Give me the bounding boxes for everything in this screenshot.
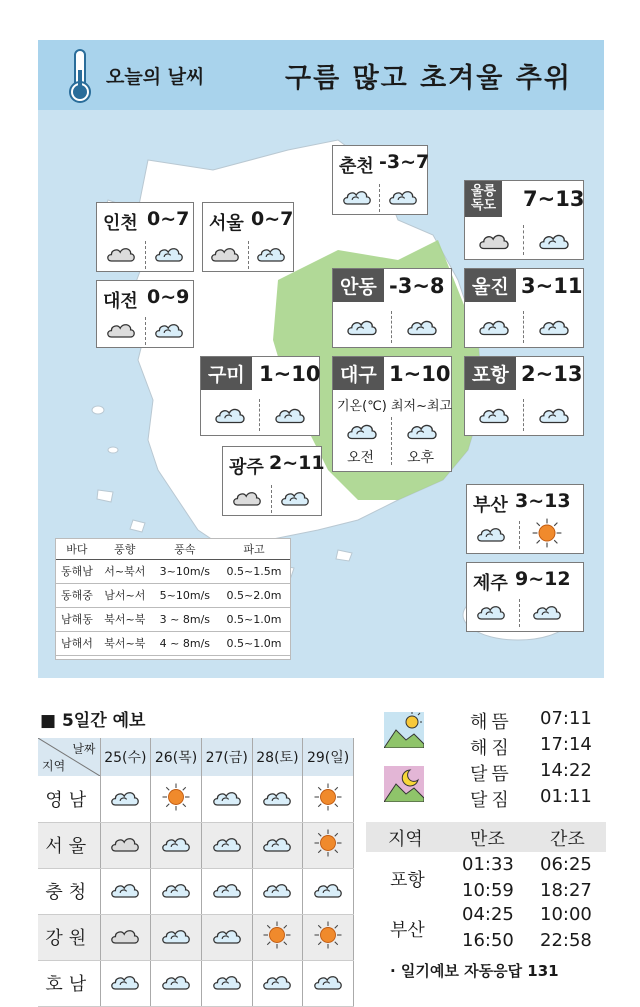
moonset-time: 01:11 <box>540 786 592 807</box>
partly-cloudy-icon <box>345 315 379 337</box>
cloud-icon <box>477 229 511 251</box>
forecast-cell <box>151 822 202 868</box>
tide-region: 포항 <box>390 870 425 891</box>
partly-cloudy-icon <box>261 971 293 991</box>
sun-icon <box>313 828 343 858</box>
forecast-cell <box>252 960 303 1006</box>
tide-col-high: 만조 <box>470 829 505 850</box>
forecast-cell <box>252 822 303 868</box>
wind-direction: 북서~북 <box>98 607 152 631</box>
city-card-uljin <box>464 268 584 348</box>
cloud-icon <box>231 487 263 507</box>
tide-header <box>366 822 606 852</box>
partly-cloudy-icon <box>312 971 344 991</box>
day-header: 28(토) <box>252 738 303 776</box>
cloud-icon <box>209 243 241 263</box>
city-tag: 울릉 독도 <box>465 181 502 217</box>
partly-cloudy-icon <box>477 315 511 337</box>
cloud-icon <box>109 925 141 945</box>
city-card-gwangju <box>222 446 325 516</box>
city-name: 부산 <box>473 495 508 516</box>
city-tag: 울진 <box>465 269 516 302</box>
city-temp: 1~10 <box>389 362 451 386</box>
region-name: 강원 <box>38 914 100 960</box>
sun-icon <box>531 517 563 549</box>
partly-cloudy-icon <box>109 787 141 807</box>
partly-cloudy-icon <box>160 833 192 853</box>
partly-cloudy-icon <box>261 787 293 807</box>
city-temp: 0~7 <box>147 208 190 230</box>
partly-cloudy-icon <box>255 243 287 263</box>
forecast-cell <box>201 868 252 914</box>
sea-area: 동해중 <box>56 583 98 607</box>
city-temp: 0~9 <box>147 286 190 308</box>
partly-cloudy-icon <box>160 879 192 899</box>
city-card-busan <box>466 484 584 554</box>
legend-text: 기온(℃) 최저~최고 <box>337 399 453 414</box>
wave-height: 0.5~2.0m <box>218 583 290 607</box>
sunrise-time: 07:11 <box>540 708 592 729</box>
day-header: 25(수) <box>100 738 151 776</box>
partly-cloudy-icon <box>279 487 311 507</box>
day-header: 27(금) <box>201 738 252 776</box>
wave-height: 0.5~1.5m <box>218 559 290 583</box>
partly-cloudy-icon <box>531 601 563 621</box>
partly-cloudy-icon <box>405 315 439 337</box>
partly-cloudy-icon <box>537 229 571 251</box>
partly-cloudy-icon <box>109 879 141 899</box>
city-temp: 3~13 <box>515 490 571 512</box>
city-tag: 대구 <box>333 357 384 390</box>
forecast-cell <box>252 914 303 960</box>
wave-height: 0.5~1.0m <box>218 631 290 655</box>
forecast-cell <box>252 868 303 914</box>
city-temp: 2~13 <box>521 362 583 386</box>
city-temp: 7~13 <box>523 187 585 211</box>
table-row <box>38 776 354 822</box>
forecast-cell <box>100 776 151 822</box>
partly-cloudy-icon <box>213 403 247 425</box>
wind-speed: 4 ~ 8m/s <box>152 631 218 655</box>
partly-cloudy-icon <box>475 601 507 621</box>
table-row <box>56 559 290 583</box>
region-name: 영남 <box>38 776 100 822</box>
thermometer-icon <box>66 48 94 104</box>
col-header: 풍속 <box>152 539 218 559</box>
partly-cloudy-icon <box>405 419 439 441</box>
wind-speed: 3 ~ 8m/s <box>152 607 218 631</box>
region-name: 호남 <box>38 960 100 1006</box>
forecast-cell <box>151 914 202 960</box>
col-header: 풍향 <box>98 539 152 559</box>
corner-bottom: 지역 <box>42 759 66 773</box>
col-header: 바다 <box>56 539 98 559</box>
partly-cloudy-icon <box>477 403 511 425</box>
tide-low: 10:00 <box>540 904 592 925</box>
wind-direction: 서~북서 <box>98 559 152 583</box>
forecast-cell <box>303 776 354 822</box>
partly-cloudy-icon <box>211 925 243 945</box>
sunset-label: 해짐 <box>470 738 513 759</box>
sunset-time: 17:14 <box>540 734 592 755</box>
table-row <box>38 914 354 960</box>
city-card-seoul <box>202 202 294 272</box>
partly-cloudy-icon <box>475 523 507 543</box>
sunrise-icon <box>384 712 424 748</box>
partly-cloudy-icon <box>160 925 192 945</box>
city-temp: 9~12 <box>515 568 571 590</box>
partly-cloudy-icon <box>160 971 192 991</box>
sea-area: 남해동 <box>56 607 98 631</box>
moonrise-label: 달뜸 <box>470 764 513 785</box>
footer-note: · 일기예보 자동응답 131 <box>390 962 559 980</box>
wind-direction: 북서~북 <box>98 631 152 655</box>
moonrise-icon <box>384 766 424 802</box>
forecast-cell <box>303 868 354 914</box>
city-card-incheon <box>96 202 194 272</box>
sea-conditions-table <box>55 538 291 660</box>
partly-cloudy-icon <box>312 879 344 899</box>
sun-icon <box>161 782 191 812</box>
wind-speed: 5~10m/s <box>152 583 218 607</box>
city-card-daegu <box>332 356 452 472</box>
partly-cloudy-icon <box>211 971 243 991</box>
region-name: 충청 <box>38 868 100 914</box>
forecast-cell <box>151 868 202 914</box>
partly-cloudy-icon <box>341 186 373 206</box>
forecast-cell <box>100 868 151 914</box>
city-name: 춘천 <box>339 156 374 177</box>
tide-low: 18:27 <box>540 880 592 901</box>
tide-high: 04:25 <box>462 904 514 925</box>
forecast-cell <box>100 960 151 1006</box>
tide-high: 01:33 <box>462 854 514 875</box>
five-day-table <box>38 738 354 1007</box>
partly-cloudy-icon <box>261 833 293 853</box>
city-tag: 안동 <box>333 269 384 302</box>
forecast-cell <box>252 776 303 822</box>
tide-col-low: 간조 <box>550 829 585 850</box>
forecast-cell <box>201 776 252 822</box>
partly-cloudy-icon <box>153 319 185 339</box>
wave-height: 0.5~1.0m <box>218 607 290 631</box>
forecast-cell <box>303 914 354 960</box>
city-name: 광주 <box>229 457 264 478</box>
city-name: 대전 <box>103 291 138 312</box>
city-card-jeju <box>466 562 584 632</box>
wind-speed: 3~10m/s <box>152 559 218 583</box>
table-row <box>56 631 290 655</box>
header-bar <box>38 40 604 110</box>
forecast-cell <box>151 776 202 822</box>
pm-label: 오후 <box>407 450 435 466</box>
city-temp: 3~11 <box>521 274 583 298</box>
partly-cloudy-icon <box>345 419 379 441</box>
table-row <box>38 822 354 868</box>
partly-cloudy-icon <box>211 879 243 899</box>
forecast-cell <box>100 914 151 960</box>
partly-cloudy-icon <box>211 833 243 853</box>
sea-area: 동해남 <box>56 559 98 583</box>
forecast-cell <box>201 960 252 1006</box>
tide-high: 16:50 <box>462 930 514 951</box>
table-row <box>38 960 354 1006</box>
partly-cloudy-icon <box>153 243 185 263</box>
city-card-daejeon <box>96 280 194 348</box>
forecast-cell <box>303 822 354 868</box>
headline: 구름 많고 초겨울 추위 <box>285 63 572 94</box>
city-temp: 0~7 <box>251 208 294 230</box>
day-header: 26(목) <box>151 738 202 776</box>
city-temp: 2~11 <box>269 452 325 474</box>
col-header: 파고 <box>218 539 290 559</box>
forecast-cell <box>151 960 202 1006</box>
partly-cloudy-icon <box>211 787 243 807</box>
page-title: 오늘의 날씨 <box>106 66 205 88</box>
region-name: 서울 <box>38 822 100 868</box>
partly-cloudy-icon <box>273 403 307 425</box>
tide-low: 06:25 <box>540 854 592 875</box>
city-tag: 포항 <box>465 357 516 390</box>
city-temp: 1~10 <box>259 362 321 386</box>
city-temp: -3~7 <box>379 151 430 173</box>
partly-cloudy-icon <box>109 971 141 991</box>
day-header: 29(일) <box>303 738 354 776</box>
city-card-pohang <box>464 356 584 436</box>
city-name: 제주 <box>473 573 508 594</box>
corner-top: 날짜 <box>72 742 96 756</box>
am-label: 오전 <box>347 450 375 466</box>
forecast-cell <box>201 822 252 868</box>
table-row <box>38 868 354 914</box>
moonset-label: 달짐 <box>470 790 513 811</box>
tide-col-region: 지역 <box>388 829 423 850</box>
table-row <box>56 583 290 607</box>
five-day-title: ■ 5일간 예보 <box>40 711 146 731</box>
table-row <box>56 607 290 631</box>
partly-cloudy-icon <box>387 186 419 206</box>
corner-cell <box>38 738 100 776</box>
cloud-icon <box>105 319 137 339</box>
city-tag: 구미 <box>201 357 252 390</box>
sun-icon <box>262 920 292 950</box>
sea-area: 남해서 <box>56 631 98 655</box>
tide-low: 22:58 <box>540 930 592 951</box>
city-card-gumi <box>200 356 320 436</box>
city-name: 인천 <box>103 213 138 234</box>
wind-direction: 남서~서 <box>98 583 152 607</box>
sunrise-label: 해뜸 <box>470 712 513 733</box>
partly-cloudy-icon <box>261 879 293 899</box>
moonrise-time: 14:22 <box>540 760 592 781</box>
sun-icon <box>313 920 343 950</box>
forecast-cell <box>100 822 151 868</box>
city-card-andong <box>332 268 452 348</box>
city-card-chuncheon <box>332 145 428 215</box>
partly-cloudy-icon <box>537 403 571 425</box>
cloud-icon <box>109 833 141 853</box>
partly-cloudy-icon <box>537 315 571 337</box>
forecast-cell <box>201 914 252 960</box>
city-name: 서울 <box>209 213 244 234</box>
sun-icon <box>313 782 343 812</box>
cloud-icon <box>105 243 137 263</box>
tide-region: 부산 <box>390 920 425 941</box>
city-card-ulleung <box>464 180 584 260</box>
tide-high: 10:59 <box>462 880 514 901</box>
forecast-cell <box>303 960 354 1006</box>
city-temp: -3~8 <box>389 274 445 298</box>
